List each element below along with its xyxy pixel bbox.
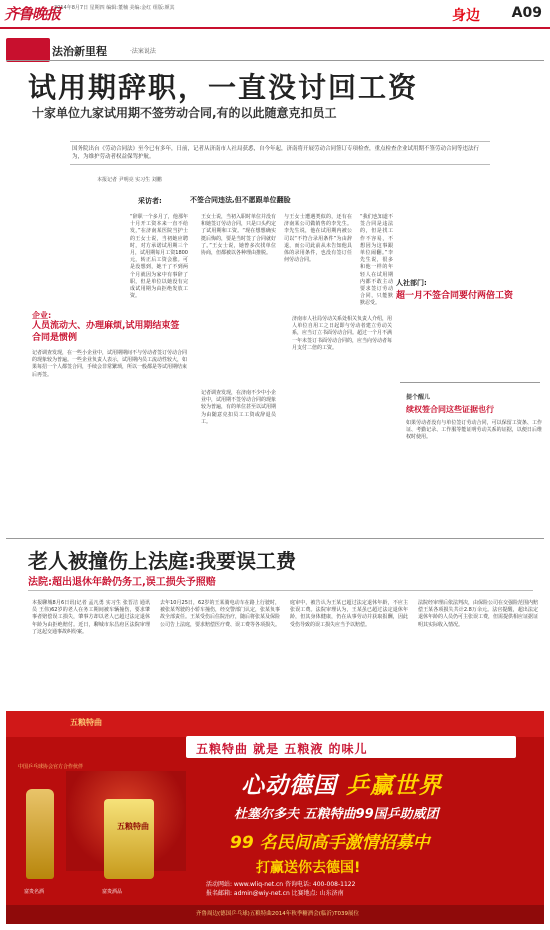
subhead-hr-label: 人社部门: bbox=[396, 279, 427, 287]
banner-rule bbox=[6, 60, 544, 61]
ad-association: 中国乒乓球协会官方合作伙伴 bbox=[18, 764, 84, 770]
article2-col3: 庭审中，被告认为王某已超过法定退休年龄，不应主张误工费。法院审理认为，王某虽已超过法定退休年龄，但其身体健康，仍在从事劳动并获取报酬，因此受伤导致的误工损失应当予以赔偿。 bbox=[290, 600, 408, 628]
advertisement[interactable] bbox=[6, 711, 544, 924]
article1-col5: 记者调查发现，在济南不少中小企业中，试用期不签劳动合同的现象较为普遍，有的单位甚至以试用期为由随意克扣员工工资或辞退员工。 bbox=[201, 390, 277, 425]
ad-bottle-label: 五粮特曲 bbox=[117, 822, 149, 831]
subhead-hr-body-left: 济南市人社局劳动关系处相关负责人介绍，用人单位自用工之日起即与劳动者建立劳动关系，应当订立书面劳动合同。超过一个月不满一年未签订书面劳动合同的，应当向劳动者每月支付二倍的工资。 bbox=[292, 316, 393, 351]
article2-col1: 本报聊城8月6日讯(记者 孟凡勇 实习生 张晋洁 通讯员 王伟)62岁的老人在务工期间被车辆撞伤，要求肇事者赔偿误工损失，肇事方却以老人已超过法定退休年龄为由拒绝赔付。近日，聊城市东昌府区法院审理了这起交通事故纠纷案。 bbox=[32, 600, 150, 635]
ad-contact-line-2: 报名邮箱: admin@wiy-net.cn 比赛地点: 山东济南 bbox=[206, 890, 344, 897]
ad-name-mid: 富贵酒品 bbox=[102, 889, 123, 895]
second-headline: 老人被撞伤上法庭:我要误工费 bbox=[28, 549, 296, 573]
sidebar-tag: 提个醒儿 bbox=[406, 394, 431, 401]
newspaper-brand: 齐鲁晚报 bbox=[4, 5, 61, 23]
ad-bottle-box-icon bbox=[104, 799, 154, 879]
article1-col3: 与王女士遭遇类似的，还有在济南某公司做销售的李先生。李先生说，他在试用期内被公司以“不符合录用条件”为由辞退，而公司此前从未告知他具体的录用条件，也没有签订任何劳动合同。 bbox=[284, 214, 352, 264]
ad-headline bbox=[241, 767, 442, 800]
lead-paragraph: 国务院出台《劳动合同法》至今已有多年，日前，记者从济南市人社局获悉，自今年起，济南将开展劳动合同签订专项检查，重点检查企业试用期不签劳动合同等违法行为，为维护劳动者权益保驾护航。 bbox=[70, 141, 490, 165]
ad-headline-part-b: 乒赢世界 bbox=[346, 773, 443, 799]
main-headline: 试用期辞职，一直没讨回工资 bbox=[28, 71, 419, 104]
section-name: 身边 bbox=[452, 8, 480, 24]
byline: 本报记者 尹明亮 实习生 刘鹏 bbox=[97, 177, 162, 183]
ad-footer: 齐鲁周边(德国乒乓球)五粮特曲2014年秋季糖酒会(临沂)T039展位 bbox=[196, 911, 359, 917]
masthead-rule bbox=[0, 27, 550, 29]
column-banner-subtitle: ·法案说法 bbox=[130, 48, 156, 55]
ad-brand: 五粮特曲 bbox=[70, 718, 102, 727]
ad-bottle-left-icon bbox=[26, 789, 54, 879]
subhead-company-label: 企业: bbox=[32, 311, 52, 320]
sidebar-title: 续权签合同这些证据也行 bbox=[406, 405, 494, 414]
sidebar-rule bbox=[400, 382, 540, 383]
page-number: A09 bbox=[511, 5, 542, 21]
subhead-company: 人员流动大、办理麻烦,试用期结束签合同是惯例 bbox=[32, 321, 180, 343]
ad-subline: 杜塞尔多夫 五粮特曲99国乒助威团 bbox=[234, 807, 439, 822]
main-subheadline: 十家单位九家试用期不签劳动合同,有的以此随意克扣员工 bbox=[32, 106, 337, 120]
subhead-hr: 超一月不签合同要付两倍工资 bbox=[396, 291, 514, 301]
sidebar-body: 如果劳动者没有与单位签订劳动合同，可以保留工资条、工作证、考勤记录、工作服等能证明劳动关系的证据，以便日后维权时使用。 bbox=[406, 420, 542, 441]
article1-col2: 王女士说，当初入职时单位并没有和她签订劳动合同，只是口头约定了试用期和工资。“现在想想确实挺后悔的，要是当时签了合同就好了。”王女士说，她曾多次找单位协商，但都被以各种理由推脱。 bbox=[201, 214, 277, 257]
banner-flag-icon bbox=[6, 38, 50, 62]
intro-heading: 不签合同违法,但不愿跟单位翻脸 bbox=[190, 196, 291, 204]
masthead bbox=[0, 0, 550, 30]
ad-slogan: 五粮特曲 就是 五粮液 的味儿 bbox=[196, 742, 368, 756]
second-rule bbox=[28, 590, 533, 591]
intro-label: 采访者: bbox=[138, 197, 162, 205]
column-banner-title: 法治新里程 bbox=[52, 45, 107, 58]
ad-prize-line: 打赢送你去德国! bbox=[256, 860, 361, 876]
subhead-company-body: 记者调查发现，在一些小企业中，试用期期间不与劳动者签订劳动合同的现象较为普遍。一些企业负责人表示，试用期内员工流动性较大，如果每招一个人都签合同，手续会非常繁琐，所以一般都是等试用期结束后再签。 bbox=[32, 350, 188, 378]
second-subheadline: 法院:超出退休年龄仍务工,误工损失予照赔 bbox=[28, 577, 216, 588]
ad-contact bbox=[206, 880, 536, 898]
ad-contact-line-1: 活动网站: www.wliq-net.cn 咨询电话: 400-008-1122 bbox=[206, 881, 356, 888]
ad-headline-part-a: 心动德国 bbox=[241, 773, 337, 799]
article-divider bbox=[6, 538, 544, 539]
date-line: 2014年8月7日 星期四 编辑:董楠 美编:金红 组版:颜其 bbox=[54, 5, 175, 11]
article2-col4: 法院经审理后依法判决，由保险公司在交强险范围内赔偿王某各项损失共计2.8万余元。法官提醒，超出法定退休年龄的人员仍可主张误工费，但需提供相应证据证明其实际收入情况。 bbox=[418, 600, 539, 628]
article1-col1: “辞职一个多月了，他那年十月开工资本来一直不给发，”在济南某医院当护士的王女士说，当初她应聘时，对方承诺试用期三个月，试用期每月工资1800元，转正后工资会涨。可是没想到，她干了不到两个月就因为家中有事辞了职，但是单位以她没有完成试用期为由拒绝发放工资。 bbox=[130, 214, 188, 300]
article1-col4: “我们也知道不签合同是违法的，但是找工作不容易，不想因为这事跟单位闹翻。”李先生说，很多和他一样的年轻人在试用期内都不敢主动要求签订劳动合同，只能默默忍受。 bbox=[360, 214, 393, 307]
article2-col2: 去年10月25日，62岁的王某骑电动车在路上行驶时，被张某驾驶的小轿车撞伤，经交警部门认定，张某负事故全部责任。王某受伤后住院治疗，随后将张某及保险公司告上法庭，要求赔偿医疗费、误工费等各项损失。 bbox=[160, 600, 281, 628]
ad-name-left: 富贵名酒 bbox=[24, 889, 45, 895]
ad-recruit-line: 99 名民间高手激情招募中 bbox=[230, 833, 430, 853]
